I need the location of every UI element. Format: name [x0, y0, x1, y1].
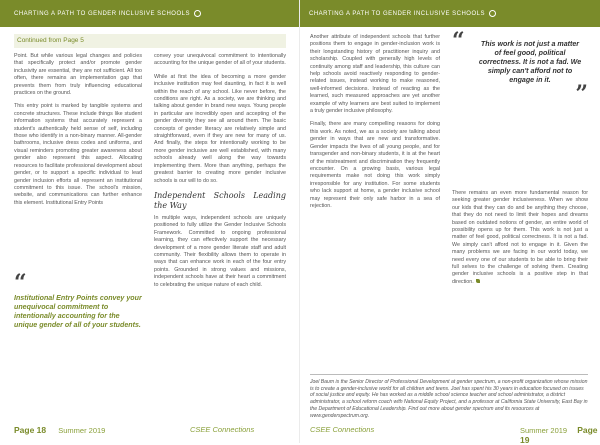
- paragraph: Finally, there are many compelling reasons for doing this work. As noted, we as a society are talking about gender in ways that are new and transformative. Gender impacts the lives of all young people, and for transgender and non-binary students, it is at the heart of the mistreatment and discrimination they frequently encounter. On a growing basis, various legal requirements make not doing this work simply irresponsible for any institution. For some students who lack support at home, a gender inclusive school may represent their only safe harbor in a sea of rejection.: [310, 121, 440, 209]
- page-18: [0, 0, 300, 443]
- leaf-icon: [476, 279, 480, 283]
- pull-quote-right: [452, 28, 588, 107]
- publication-name: CSEE Connections: [310, 425, 375, 434]
- running-head: CHARTING A PATH TO GENDER INCLUSIVE SCHOOLS: [309, 10, 496, 17]
- running-head: CHARTING A PATH TO GENDER INCLUSIVE SCHOOLS: [14, 10, 201, 17]
- pull-quote-text: Institutional Entry Points convey your unequivocal commitment to intentionally accounting for the unique gender of all of your students.: [14, 294, 142, 329]
- publication-name: CSEE Connections: [190, 425, 255, 434]
- close-quote-icon: ”: [575, 81, 588, 107]
- author-bio: Joel Baum is the Senior Director of Professional Development at gender spectrum, a non-profit organization whose mission is to create a gender-inclusive world for all children and teens. Joel has spent his 30 years in education focused on issues of social justice and equity. He has worked as a middle school science teacher and school administrator, a district administrator, a school reform coach with National Equity Project, and a professor at California State University, East Bay in the Department of Educational Leadership. Find out more about gender spectrum and its resources at www.genderspectrum.org.: [310, 374, 588, 419]
- paragraph: convey your unequivocal commitment to intentionally accounting for the unique gender of all of your students.: [154, 53, 286, 67]
- paragraph: In multiple ways, independent schools are uniquely positioned to fully utilize the Gender Inclusive Schools Framework. Committed to ongoing professional learning, they can effectively support the necessary development of a more gender literate staff and adult community. Their flexibility allows them to operate in ways that can enhance work in each of the four entry points. Grounded in strong values and missions, independent schools have at their heart a commitment to celebrating the unique nature of each child.: [154, 214, 286, 288]
- left-column-1: [14, 53, 142, 213]
- open-quote-icon: “: [452, 28, 465, 54]
- footer-right: [520, 425, 600, 445]
- paragraph: Another attribute of independent schools that further positions them to engage in gender-inclusion work is their longstanding history of practitioner inquiry and scholarship. Coupled with generally high levels of continuity among staff and leadership, this culture can help schools avoid reactively responding to gender-related issues, instead working to make reasoned, well-informed decisions. Instead of reacting as the learned, such measured approaches are yet another example of why learners are best suited to implement a truly gender inclusive philosophy.: [310, 34, 440, 115]
- right-column-1: [310, 34, 440, 216]
- page-number: Page 18: [14, 425, 47, 435]
- paragraph: Point. But while various legal changes and policies that specifically protect and/or promote gender inclusivity are essential, they are not sufficient. All too often, there remains an implementation gap that prevents them from truly influencing educational practices on the ground.: [14, 53, 142, 97]
- issue-date: Summer 2019: [520, 426, 568, 435]
- right-column-2: [452, 190, 588, 292]
- circle-ornament-icon: [489, 10, 496, 17]
- pull-quote-left: [14, 270, 142, 330]
- pull-quote-text: This work is not just a matter of feel good, political correctness. It is not a fad. We simply can't afford not to engage in it.: [478, 40, 582, 84]
- left-column-2: [154, 53, 286, 295]
- issue-date: Summer 2019: [58, 426, 106, 435]
- continued-note: Continued from Page 5: [14, 34, 286, 48]
- footer-left: [14, 425, 105, 435]
- paragraph: There remains an even more fundamental reason for seeking greater gender inclusiveness. When we show our kids that they can do and be anything they choose, that they do not need to limit their hopes and dreams based on outdated notions of gender, an entire world of possibility opens up for them. This work is not just a matter of feel good, political correctness. It is not a fad. We simply can't afford not to engage in it. Given the many problems we are facing in our world today, we need every one of our students to be able to bring their full selves to the challenge of solving them. Creating gender inclusive schools is a positive step in that direction.: [452, 190, 588, 285]
- open-quote-icon: “: [14, 270, 27, 296]
- section-subhead: Independent Schools Leading the Way: [154, 190, 286, 210]
- page-number: Page 19: [520, 425, 598, 445]
- circle-ornament-icon: [194, 10, 201, 17]
- paragraph: While at first the idea of becoming a more gender inclusive institution may feel daunting, in fact it is well within the reach of any school. Like never before, the conditions are right. As a society, we are thinking and talking about gender in brand new ways. Young people in particular are incredibly open and accepting of the gender diversity they see all around them. The basic concepts of gender literacy are relatively simple and straightforward, even if they are new for many of us. And finally, the steps for intentionally working to be more gender inclusive are well established, with many schools already well along the way towards implementing them. More than anything, perhaps the greatest barrier to creating more gender inclusive schools is our will to do so.: [154, 73, 286, 184]
- paragraph: This entry point is marked by tangible systems and concrete structures. These include things like student information systems that accurately represent a student's authentically held sense of self, including those who identify in a non-binary manner. All-gender bathrooms, inclusive dress codes and uniforms, and visual reminders promoting greater awareness about gender also represent this aspect. Allocating resources to facilitate professional development about gender, or to support a specific individual to lead gender inclusion efforts all represent an institutional commitment to this issue. The school's mission, website, and communications can further enhance this element. Institutional Entry Points: [14, 103, 142, 206]
- page-19: [300, 0, 600, 443]
